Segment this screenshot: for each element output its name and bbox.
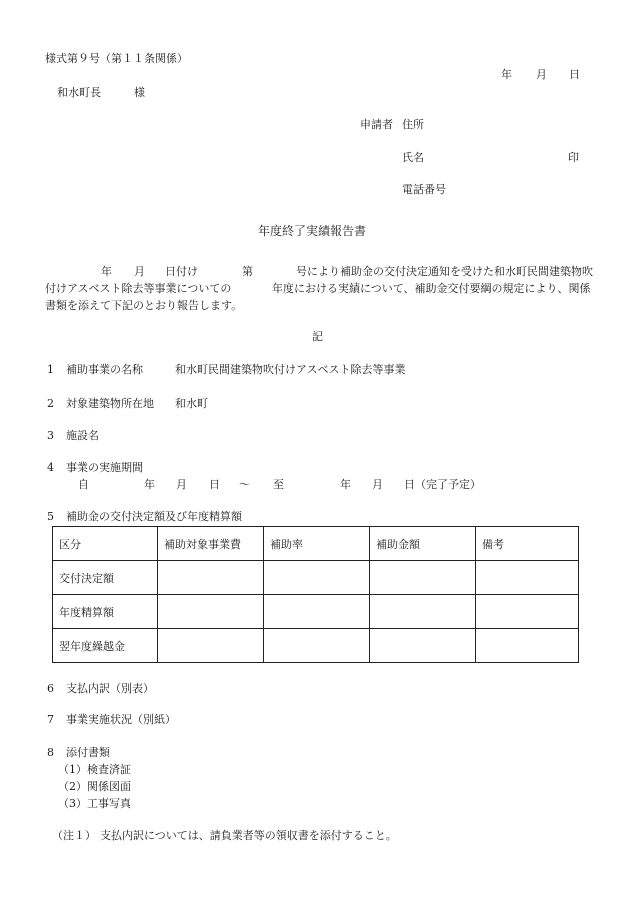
period-tilde: 〜 — [239, 478, 250, 491]
item-number: 8 — [47, 746, 54, 759]
item-number: 4 — [47, 461, 54, 474]
applicant-label: 申請者 — [360, 118, 393, 131]
date-year-label: 年 — [501, 68, 512, 81]
body-year: 年 — [101, 265, 112, 278]
table-row — [53, 561, 579, 595]
address-label: 住所 — [402, 118, 424, 131]
body-dai: 第 — [242, 265, 253, 278]
item-number: 7 — [47, 713, 54, 726]
table-header-row — [53, 527, 579, 561]
table-cell[interactable] — [158, 595, 264, 629]
date-month-label: 月 — [536, 68, 547, 81]
attachment-item: （3）工事写真 — [58, 797, 131, 810]
item-value: 和水町民間建築物吹付けアスベスト除去等事業 — [175, 363, 406, 376]
item-label: 補助事業の名称 — [66, 363, 143, 376]
table-cell[interactable] — [264, 595, 370, 629]
subsidy-table — [52, 526, 579, 663]
item-number: 6 — [47, 682, 54, 695]
ki-heading: 記 — [312, 330, 323, 343]
header-remarks: 備考 — [476, 527, 579, 561]
header-subsidy-rate: 補助率 — [264, 527, 370, 561]
period-from: 自 — [78, 478, 89, 491]
period-month-1: 月 — [176, 478, 187, 491]
row-label: 年度精算額 — [53, 595, 158, 629]
item-number: 2 — [47, 397, 54, 410]
body-month: 月 — [134, 265, 145, 278]
table-cell[interactable] — [476, 561, 579, 595]
table-row — [53, 629, 579, 663]
footnote-text: 支払内訳については、請負業者等の領収書を添付すること。 — [100, 829, 397, 842]
period-year-1: 年 — [144, 478, 155, 491]
table-cell[interactable] — [158, 561, 264, 595]
phone-label: 電話番号 — [402, 183, 446, 196]
table-cell[interactable] — [476, 629, 579, 663]
item-label: 補助金の交付決定額及び年度精算額 — [66, 510, 242, 523]
table-row — [53, 595, 579, 629]
body-line2-start: 付けアスベスト除去等事業についての — [45, 282, 232, 295]
addressee: 和水町長 様 — [57, 86, 145, 99]
table-cell[interactable] — [476, 595, 579, 629]
attachment-item: （1）検査済証 — [58, 763, 131, 776]
header-target-cost: 補助対象事業費 — [158, 527, 264, 561]
header-subsidy-amount: 補助金額 — [370, 527, 476, 561]
table-cell[interactable] — [370, 595, 476, 629]
body-line2-rest: 年度における実績について、補助金交付要綱の規定により、関係 — [272, 282, 591, 295]
header-kubun: 区分 — [53, 527, 158, 561]
table-cell[interactable] — [264, 561, 370, 595]
footnote-label: （注１） — [52, 829, 96, 842]
item-label: 支払内訳（別表） — [66, 682, 154, 695]
item-number: 3 — [47, 429, 54, 442]
period-month-2: 月 — [372, 478, 383, 491]
document-title: 年度終了実績報告書 — [258, 224, 367, 238]
item-label: 事業実施状況（別紙） — [66, 713, 176, 726]
period-day-1: 日 — [209, 478, 220, 491]
date-day-label: 日 — [569, 68, 580, 81]
period-to: 至 — [273, 478, 284, 491]
item-label: 事業の実施期間 — [66, 461, 143, 474]
period-day-2: 日（完了予定） — [404, 478, 481, 491]
period-year-2: 年 — [340, 478, 351, 491]
table-cell[interactable] — [158, 629, 264, 663]
table-cell[interactable] — [264, 629, 370, 663]
item-value: 和水町 — [175, 397, 208, 410]
item-label: 添付書類 — [66, 746, 110, 759]
row-label: 交付決定額 — [53, 561, 158, 595]
row-label: 翌年度繰越金 — [53, 629, 158, 663]
item-number: 5 — [47, 510, 54, 523]
body-paragraph — [45, 263, 605, 319]
seal-label: 印 — [568, 151, 579, 164]
body-line1-rest: 号により補助金の交付決定通知を受けた和水町民間建築物吹 — [296, 265, 593, 278]
item-label: 対象建築物所在地 — [66, 397, 154, 410]
body-dated: 日付け — [165, 265, 198, 278]
attachment-item: （2）関係図面 — [58, 780, 131, 793]
table-cell[interactable] — [370, 561, 476, 595]
body-line3: 書類を添えて下記のとおり報告します。 — [45, 299, 243, 312]
form-id: 様式第９号（第１１条関係） — [45, 52, 188, 65]
name-label: 氏名 — [402, 151, 424, 164]
item-number: 1 — [47, 363, 54, 376]
table-cell[interactable] — [370, 629, 476, 663]
item-label: 施設名 — [66, 429, 99, 442]
